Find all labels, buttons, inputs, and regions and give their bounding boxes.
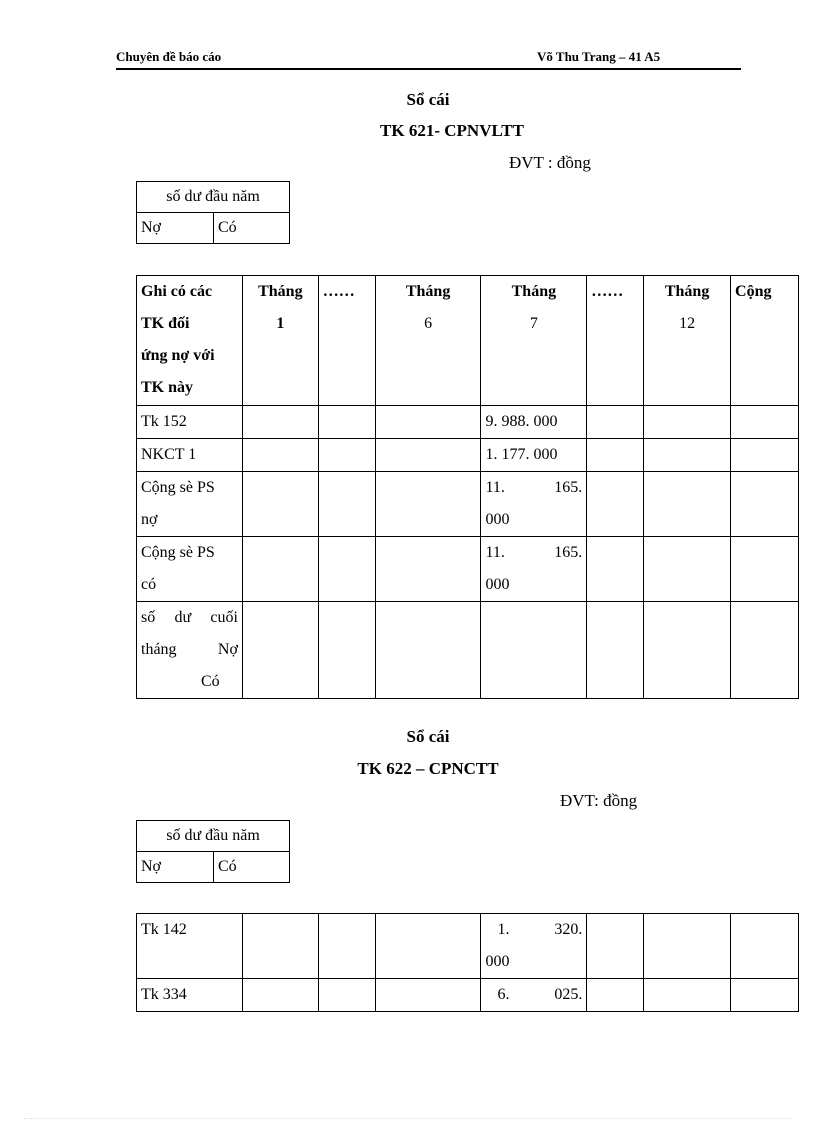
ledger2-account: TK 622 – CPNCTT <box>357 759 499 778</box>
row-month7-value: 1. 177. 000 <box>481 439 587 472</box>
ledger1-unit: ĐVT : đồng <box>509 153 591 172</box>
col-header-month-6: Tháng 6 <box>375 276 481 406</box>
row-label: Tk 142 <box>137 914 243 979</box>
ledger2-unit: ĐVT: đồng <box>560 791 638 810</box>
col-header-ellipsis-2: …… <box>587 276 644 406</box>
table-row <box>137 979 799 1012</box>
row-label: Cộng sè PS có <box>137 537 243 602</box>
opening-debit: Nợ <box>137 213 214 244</box>
col-header-month-12: Tháng 12 <box>644 276 731 406</box>
row-label: Tk 334 <box>137 979 243 1012</box>
row-label: NKCT 1 <box>137 439 243 472</box>
ledger1-header-row <box>137 276 799 406</box>
table-row <box>137 914 799 979</box>
opening-credit: Có <box>214 213 290 244</box>
ledger1-account: TK 621- CPNVLTT <box>380 121 524 140</box>
row-month7-value: 6. 025. <box>481 979 587 1012</box>
col-header-month-7: Tháng 7 <box>481 276 587 406</box>
row-label: Cộng sè PS nợ <box>137 472 243 537</box>
header-right: Võ Thu Trang – 41 A5 <box>537 49 661 64</box>
table-row <box>137 406 799 439</box>
table-row <box>137 537 799 602</box>
table-row <box>137 472 799 537</box>
row-month7-value: 11. 165. 000 <box>481 537 587 602</box>
row-month7-value: 1. 320. 000 <box>481 914 587 979</box>
opening-balance-caption: số dư đầu năm <box>137 182 290 213</box>
header-rule <box>116 68 741 70</box>
row-label: Tk 152 <box>137 406 243 439</box>
col-header-ellipsis-1: …… <box>318 276 375 406</box>
col-header-total: Cộng <box>731 276 799 406</box>
col-header-month-1: Tháng 1 <box>242 276 318 406</box>
ledger2-table <box>136 913 799 1012</box>
opening-debit: Nợ <box>137 852 214 883</box>
ledger1-opening-balance <box>136 181 290 244</box>
row-month7-value: 9. 988. 000 <box>481 406 587 439</box>
header-left: Chuyên đề báo cáo <box>116 49 222 64</box>
table-row <box>137 602 799 699</box>
ledger1-title: Sổ cái <box>406 90 450 109</box>
col-header-account: Ghi có các TK đối ứng nợ với TK này <box>137 276 243 406</box>
row-month7-value: 11. 165. 000 <box>481 472 587 537</box>
page-bottom-rule <box>24 1118 792 1119</box>
ledger2-title: Sổ cái <box>406 727 450 746</box>
table-row <box>137 439 799 472</box>
ledger2-opening-balance <box>136 820 290 883</box>
ledger1-table <box>136 275 799 699</box>
opening-credit: Có <box>214 852 290 883</box>
opening-balance-caption: số dư đầu năm <box>137 821 290 852</box>
row-label: số dư cuối tháng Nợ Có <box>137 602 243 699</box>
